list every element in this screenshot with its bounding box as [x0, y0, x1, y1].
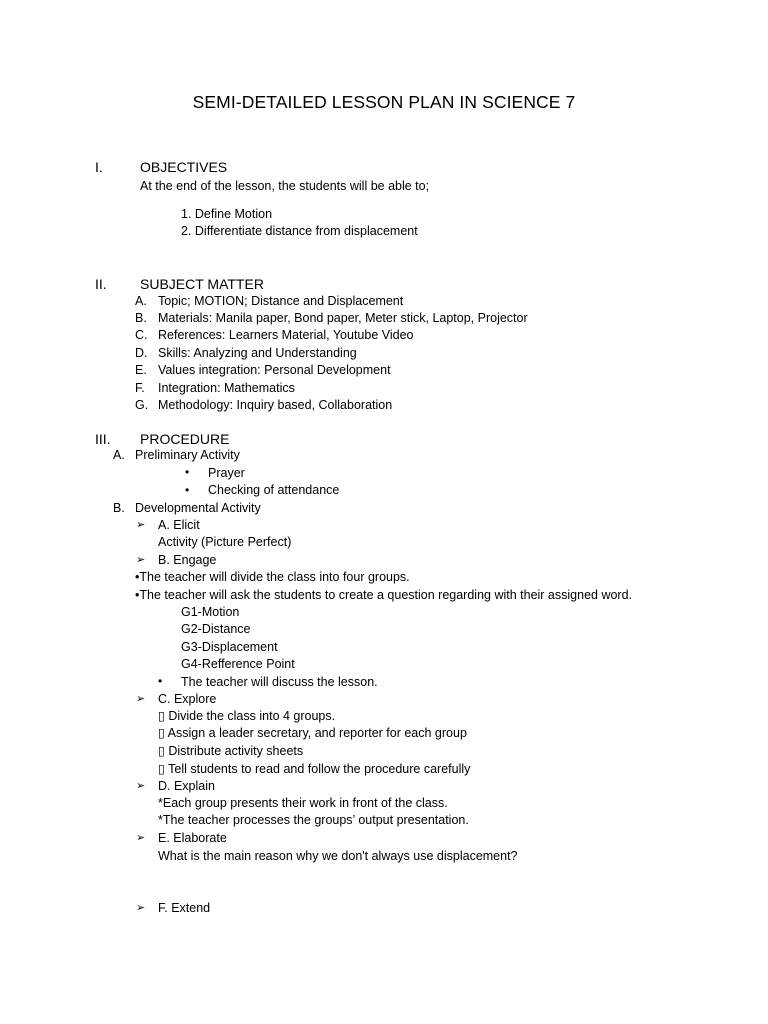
page-title: SEMI-DETAILED LESSON PLAN IN SCIENCE 7 [192, 92, 576, 112]
developmental-activity-label: Developmental Activity [135, 501, 261, 515]
subject-marker: E. [135, 363, 147, 377]
subject-marker: A. [135, 294, 147, 308]
section-numeral-objectives: I. [95, 159, 103, 175]
subject-item-skills: Skills: Analyzing and Understanding [158, 346, 357, 360]
arrow-bullet-icon: ➢ [136, 519, 146, 531]
engage-line: •The teacher will divide the class into four groups. [135, 570, 410, 584]
engage-group: G4-Refference Point [181, 657, 295, 671]
subject-item-integration: Integration: Mathematics [158, 381, 295, 395]
procedure-marker: A. [113, 448, 125, 462]
subject-marker: G. [135, 398, 149, 412]
subject-marker: F. [135, 381, 145, 395]
engage-label: B. Engage [158, 553, 217, 567]
bullet-icon: • [185, 465, 190, 479]
arrow-bullet-icon: ➢ [136, 902, 146, 914]
explore-line: ▯ Divide the class into 4 groups. [158, 709, 336, 723]
subject-item-materials: Materials: Manila paper, Bond paper, Meter stick, Laptop, Projector [158, 311, 528, 325]
explain-line: *Each group presents their work in front of the class. [158, 796, 448, 810]
subject-item-values: Values integration: Personal Development [158, 363, 391, 377]
objective-item: 1. Define Motion [181, 207, 273, 221]
engage-group: G1-Motion [181, 605, 240, 619]
arrow-bullet-icon: ➢ [136, 780, 146, 792]
section-numeral-procedure: III. [95, 431, 111, 447]
preliminary-item-attendance: Checking of attendance [208, 483, 340, 497]
arrow-bullet-icon: ➢ [136, 554, 146, 566]
explain-label: D. Explain [158, 779, 215, 793]
elicit-detail: Activity (Picture Perfect) [158, 535, 292, 549]
subject-item-methodology: Methodology: Inquiry based, Collaboration [158, 398, 393, 412]
subject-item-topic: Topic; MOTION; Distance and Displacement [158, 294, 404, 308]
arrow-bullet-icon: ➢ [136, 693, 146, 705]
objectives-intro: At the end of the lesson, the students will be able to; [140, 179, 430, 193]
extend-label: F. Extend [158, 901, 211, 915]
elaborate-question: What is the main reason why we don't always use displacement? [158, 849, 518, 863]
section-heading-objectives: OBJECTIVES [140, 159, 228, 175]
elaborate-label: E. Elaborate [158, 831, 227, 845]
subject-marker: C. [135, 328, 148, 342]
bullet-icon: • [185, 483, 190, 497]
preliminary-activity-label: Preliminary Activity [135, 448, 240, 462]
bullet-icon: • [158, 674, 163, 688]
section-heading-procedure: PROCEDURE [140, 431, 230, 447]
subject-marker: D. [135, 346, 148, 360]
explore-label: C. Explore [158, 692, 217, 706]
arrow-bullet-icon: ➢ [136, 832, 146, 844]
objective-item: 2. Differentiate distance from displacement [181, 224, 418, 238]
explore-line: ▯ Tell students to read and follow the procedure carefully [158, 762, 471, 776]
engage-line: •The teacher will ask the students to create a question regarding with their assigned word. [135, 588, 633, 602]
explore-line: ▯ Assign a leader secretary, and reporter for each group [158, 726, 467, 740]
section-numeral-subject-matter: II. [95, 276, 107, 292]
subject-marker: B. [135, 311, 147, 325]
explore-line: ▯ Distribute activity sheets [158, 744, 304, 758]
preliminary-item-prayer: Prayer [208, 466, 245, 480]
subject-item-references: References: Learners Material, Youtube Video [158, 328, 414, 342]
explain-line: *The teacher processes the groups’ output presentation. [158, 813, 469, 827]
engage-group: G3-Displacement [181, 640, 278, 654]
elicit-label: A. Elicit [158, 518, 200, 532]
section-heading-subject-matter: SUBJECT MATTER [140, 276, 264, 292]
procedure-marker: B. [113, 501, 125, 515]
engage-closing: The teacher will discuss the lesson. [181, 675, 378, 689]
engage-group: G2-Distance [181, 622, 251, 636]
